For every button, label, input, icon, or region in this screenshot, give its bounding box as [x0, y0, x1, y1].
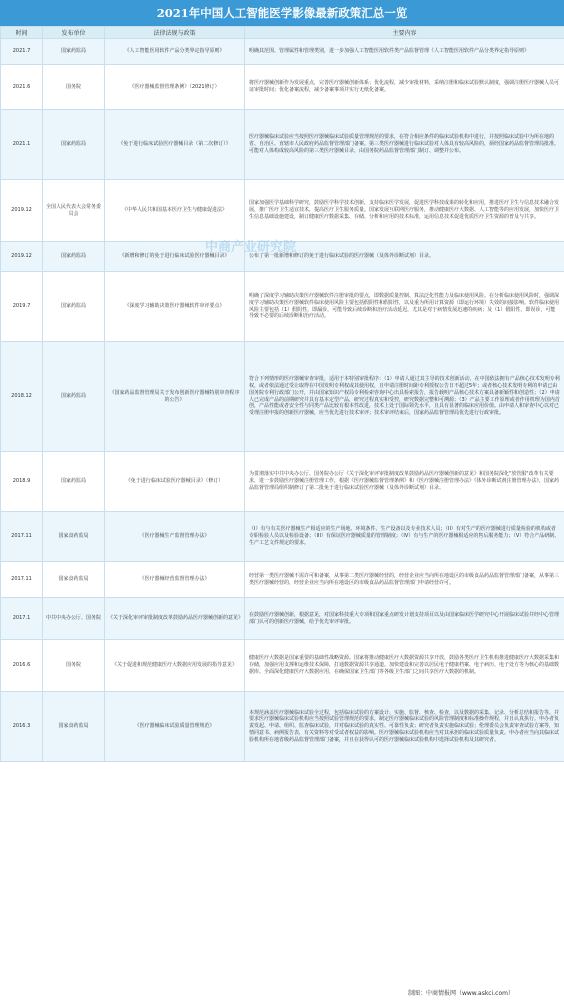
cell-law: 《免于进行临床试验医疗器械目录》（修订） [105, 452, 245, 512]
cell-date: 2018.12 [1, 342, 43, 452]
cell-unit: 国家药监局 [43, 452, 105, 512]
cell-unit: 国务院 [43, 640, 105, 692]
table-row [1, 598, 564, 640]
watermark: 中商产业研究院 [205, 240, 297, 255]
cell-unit: 全国人民代表大会常务委员会 [43, 180, 105, 242]
header-content: 主要内容 [245, 27, 564, 39]
cell-unit: 国家药监局 [43, 242, 105, 272]
cell-content: 经营第一类医疗器械不需许可和备案，从事第二类医疗器械经营的，经营企业应当向所在地设区的市级食品药品监督管理部门备案，从事第三类医疗器械经营的，经营企业应当向所在地设区的市级食品药品监督管理部门申请经营许可。 [245, 562, 564, 598]
page-title: 2021年中国人工智能医学影像最新政策汇总一览 [0, 0, 564, 26]
footer-credit: 制图：中商情报网（www.askci.com） [0, 988, 564, 1000]
cell-law: 《医疗器械监督管理条例》（2021修订） [105, 65, 245, 110]
table-row [1, 342, 564, 452]
cell-law: 《医疗器械临床试验质量管理规范》 [105, 692, 245, 762]
table-row [1, 562, 564, 598]
cell-law: 《医疗器械经营监督管理办法》 [105, 562, 245, 598]
cell-content: 医疗器械临床试验应当按照医疗器械临床试验质量管理规范的要求，在符合相应条件的临床试验机构中进行，并按照临床试验中为所在地的省、自治区、直辖市人民政府药品监督管理部门备案。第三类医疗器械进行临床试验对人体具有较高风险的，须经国家药品监督管理局批准。可能对人体构成较高风险的第三类医疗器械目录，由国务院药品监督管理部门制订、调整并公布。 [245, 110, 564, 180]
cell-date: 2019.7 [1, 272, 43, 342]
cell-date: 2019.12 [1, 242, 43, 272]
cell-law: 《免于进行临床试验医疗器械目录（第二次修订）》 [105, 110, 245, 180]
cell-unit: 国家食药监局 [43, 692, 105, 762]
cell-date: 2019.12 [1, 180, 43, 242]
table-row [1, 640, 564, 692]
cell-date: 2021.7 [1, 39, 43, 65]
cell-content: 健康医疗大数据是国家重要的基础性战略资源。国家将推动健康医疗大数据资源共享开放，鼓励各类医疗卫生机构推进健康医疗大数据采集和存储，加强应用支撑和运维技术保障，打通数据资源共享通道。加快建设和完善以居民电子健康档案、电子病历、电子处方等为核心的基础数据库。全面深化健康医疗大数据应用，在确保国家卫生部门等各级卫生部门之间共享医疗大数据的机制。 [245, 640, 564, 692]
cell-unit: 中共中央办公厅、国务院 [43, 598, 105, 640]
table-row [1, 180, 564, 242]
cell-content: 明确了深度学习辅助决策医疗器械软件注册审批的要点，即数据质量控制、算法泛化性能力及临床使用风险。在分析临床使用风险时，强调深度学习辅助决策医疗器械软件临床使用风险主要包括假阴性和假阳性，以及重为所用计算资源（即运行环境）失效的间接影响。软件临床使用风险主要包括（1）假阴性，即漏诊，可能导致后续诊断和治疗活动延迟，尤其是对于病情发展迅速的疾病；及（1）假阳性，即误诊，可能导致不必要的后续诊断和治疗活动。 [245, 272, 564, 342]
cell-content: 符合下列情形的医疗器械审查审批，适用于本特别审批程序：（1）申请人通过其主导的技术创新活动，在中国依法拥有产品核心技术发明专利权，或者依法通过受让取得在中国发明专利权或其使用权，且申请注册时间距专利授权公告日不超过5年；或者核心技术发明专利的申请已由国务院专利行政部门公开，并由国家知识产权局专利检索咨询中心出具检索报告，报告载明产品核心技术方案具备新颖性和创造性；（2）申请人已完成产品的前期研究并具有基本定型产品，研究过程真实和受控，研究数据完整和可溯源；（3）产品主要工作原理或者作用机理为国内首创，产品性能或者安全性与同类产品比较有根本性改进，技术上处于国际领先水平，且具有显著的临床应用价值。由申请人和审查中心以对已受理注册申报的创新医疗器械，应当优先进行技术审评；技术审评结束后，国家药品监督管理局优先进行行政审批。 [245, 342, 564, 452]
cell-content: 在鼓励医疗器械创新，根据意见，对国家科技重大专项和国家重点研发计划支持项目以及由国家临床医学研究中心开展临床试验并经中心管理部门认可的创新医疗器械，给予优先审评审批。 [245, 598, 564, 640]
cell-unit: 国家药监局 [43, 272, 105, 342]
cell-date: 2016.3 [1, 692, 43, 762]
cell-date: 2021.6 [1, 65, 43, 110]
cell-unit: 国家药监局 [43, 110, 105, 180]
cell-law: 《医疗器械生产监督管理办法》 [105, 512, 245, 562]
cell-unit: 国家食药监局 [43, 562, 105, 598]
cell-law: 《新增和修订的免于进行临床试验医疗器械目录》 [105, 242, 245, 272]
table-row [1, 452, 564, 512]
cell-date: 2017.11 [1, 512, 43, 562]
cell-content: 公布了第一批新增和修订的免于进行临床试验的医疗器械（及体外诊断试剂）目录。 [245, 242, 564, 272]
cell-law: 《国家药品监督管理局关于发布创新医疗器械特别审查程序的公告》 [105, 342, 245, 452]
cell-content: 明确其范围、管理属性和管理类别，进一步加强人工智能医用软件类产品监督管理《人工智能医用软件产品分类界定指导原则》 [245, 39, 564, 65]
header-date: 时间 [1, 27, 43, 39]
table-row [1, 512, 564, 562]
cell-law: 《关于促进和规范健康医疗大数据应用发展的指导意见》 [105, 640, 245, 692]
table-row [1, 272, 564, 342]
policy-table [0, 26, 564, 762]
cell-law: 《人工智能医用软件产品分类界定指导原则》 [105, 39, 245, 65]
cell-content: 将医疗器械创新作为发展重点，完善医疗器械创新体系；优化流程，减少审批材料，采纳注册和临床试验默认制度，强调注册医疗器械人员可证审批时间；优化备案流程，减少备案事项并实行无纸化备案。 [245, 65, 564, 110]
cell-law: 《关于深化审评审批制度改革鼓励药品医疗器械创新的意见》 [105, 598, 245, 640]
cell-unit: 国务院 [43, 65, 105, 110]
cell-content: （I）有与有关医疗器械生产相适应的生产场地、环境条件、生产设备以及专业技术人员；（II）有对生产的医疗器械进行质量检验的机构或者专职检验人员以及检验设备；（III）有保证医疗器械质量的管理制度；（IV）有与生产的医疗器械相适应的售后服务能力；（V）符合产品研制、生产工艺文件规定的要求。 [245, 512, 564, 562]
table-row [1, 110, 564, 180]
table-row [1, 39, 564, 65]
table-row [1, 692, 564, 762]
cell-date: 2018.9 [1, 452, 43, 512]
cell-law: 《中华人民共和国基本医疗卫生与健康促进法》 [105, 180, 245, 242]
table-row [1, 65, 564, 110]
cell-law: 《深度学习辅助决策医疗器械软件审评要点》 [105, 272, 245, 342]
cell-date: 2016.6 [1, 640, 43, 692]
cell-date: 2021.1 [1, 110, 43, 180]
table-header-row [1, 27, 564, 39]
cell-date: 2017.1 [1, 598, 43, 640]
cell-content: 本规范涵盖医疗器械临床试验全过程，包括临床试验的方案设计、实施、监督、核查、检查，以及数据的采集、记录、分析总结和报告等。并要求医疗器械临床试验机构应当按照试验管理规范的要求，制定医疗器械临床试验的风险管理制度和标准操作规程，并且认真执行。申办者负责发起、申请、组织、监查临床试验，并对临床试验的真实性、可靠性负责；研究者负责实施临床试验；伦理委员会负责审查试验方案等，知情同意书、病例报告表，有关资料等对受试者权益的影响。医疗器械临床试验机构应当对其承担的临床试验质量负责。申办者应当向其临床试验机构所在地省级药品监督管理部门备案，并且在获得认可的医疗器械临床试验机构中选择试验机构及其研究者。 [245, 692, 564, 762]
cell-unit: 国家食药监局 [43, 512, 105, 562]
header-law: 法律法规与政策 [105, 27, 245, 39]
cell-date: 2017.11 [1, 562, 43, 598]
table-body [1, 39, 564, 762]
cell-content: 国家加强医学基础科学研究，鼓励医学科学技术创新，支持临床医学发展，促进医学科技成果的转化和应用，推进医疗卫生与信息技术融合发展，推广医疗卫生适宜技术，提高医疗卫生服务质量。国家发展互联网医疗服务，推动健康医疗大数据、人工智能等的应用发展，加快医疗卫生信息基础设施建设，制订健康医疗数据采集、存储、分析和应用的技术标准，运用信息技术促进优质医疗卫生资源的普及与共享。 [245, 180, 564, 242]
cell-content: 为贯彻落实中共中央办公厅、国务院办公厅《关于深化审评审批制度改革鼓励药品医疗器械创新的意见》和国务院深化"放管服"改革有关要求，进一步鼓励医疗器械注册管理工作，根据《医疗器械监督管理条例》和《医疗器械注册管理办法》《体外诊断试剂注册管理办法》，国家药品监督管理局组织制修订了第二批免于进行临床试验医疗器械（及体外诊断试剂）目录。 [245, 452, 564, 512]
header-unit: 发布单位 [43, 27, 105, 39]
cell-unit: 国家药监局 [43, 39, 105, 65]
cell-unit: 国家药监局 [43, 342, 105, 452]
